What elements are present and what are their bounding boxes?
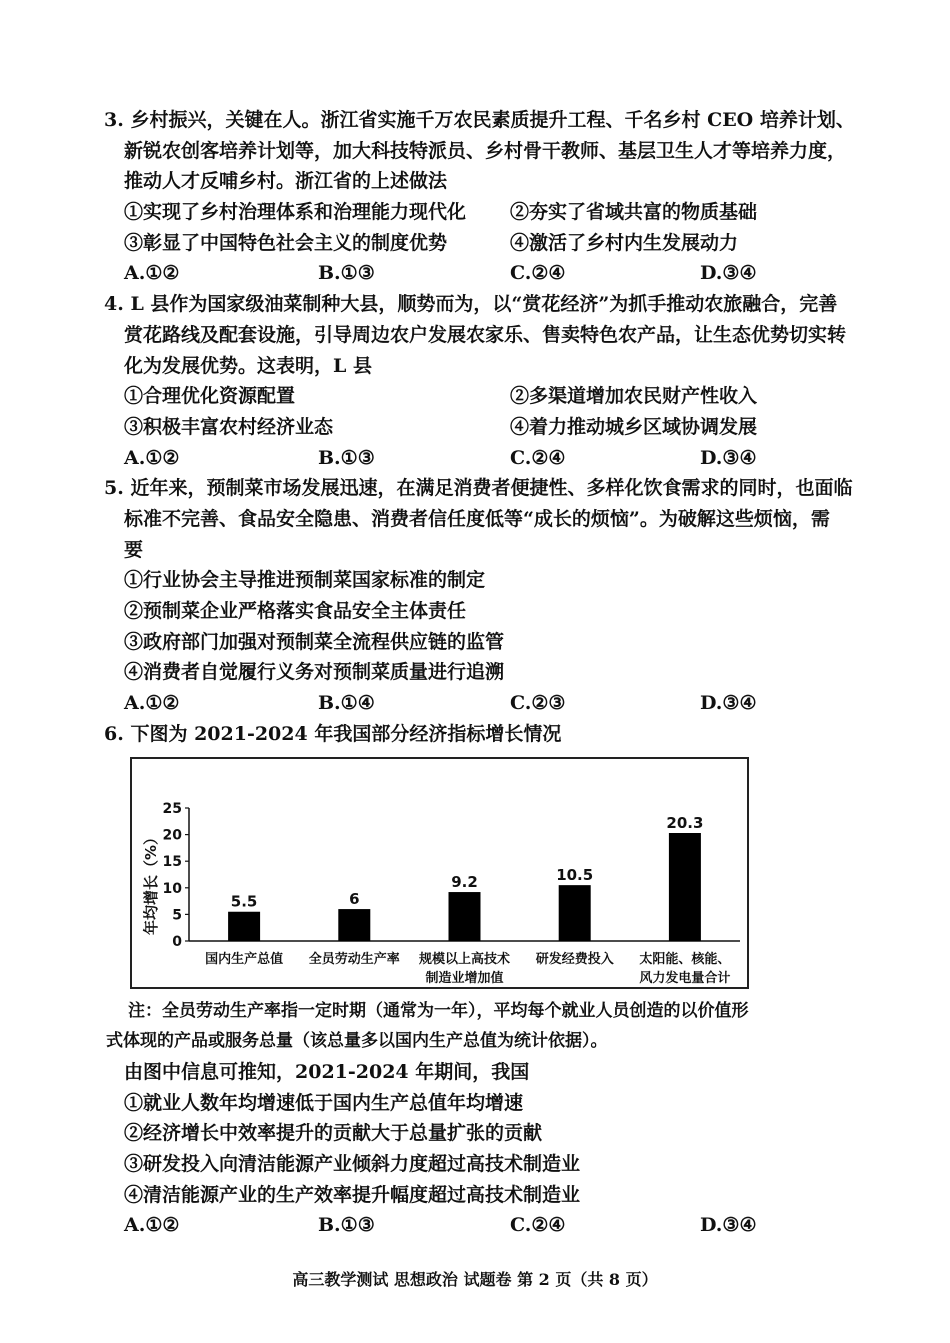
q5-stem-line-1: 5. 近年来，预制菜市场发展迅速，在满足消费者便捷性、多样化饮食需求的同时，也面临 <box>104 477 853 499</box>
bar-0 <box>228 912 260 941</box>
q6-note-line-2: 式体现的产品或服务总量（该总量多以国内生产总值为统计依据）。 <box>106 1031 608 1051</box>
x-category-label-2-1: 制造业增加值 <box>425 971 504 986</box>
q4-choice-d[interactable]: D.③④ <box>700 447 757 469</box>
x-category-label-2-0: 规模以上高技术 <box>418 952 511 967</box>
q6-choice-a[interactable]: A.①② <box>124 1214 180 1236</box>
y-tick-label-0: 0 <box>172 934 182 950</box>
q3-item-4: ④激活了乡村内生发展动力 <box>510 232 739 254</box>
bar-value-label-3: 10.5 <box>556 866 594 885</box>
y-axis-title: 年均增长（%） <box>142 829 160 936</box>
q6-choice-c[interactable]: C.②④ <box>510 1214 566 1236</box>
q5-choice-c[interactable]: C.②③ <box>510 692 566 714</box>
q4-stem-line-2: 赏花路线及配套设施，引导周边农户发展农家乐、售卖特色农产品，让生态优势切实转 <box>124 324 847 346</box>
x-category-label-3-0: 研发经费投入 <box>535 952 614 967</box>
q4-choice-a[interactable]: A.①② <box>124 447 180 469</box>
q3-stem-line-2: 新锐农创客培养计划等，加大科技特派员、乡村骨干教师、基层卫生人才等培养力度， <box>124 140 847 162</box>
x-category-label-0-0: 国内生产总值 <box>205 952 284 967</box>
q4-stem-line-1: 4. L 县作为国家级油菜制种大县，顺势而为，以“赏花经济”为抓手推动农旅融合，完善 <box>104 293 838 315</box>
x-category-label-1-0: 全员劳动生产率 <box>308 952 400 967</box>
y-tick-label-4: 20 <box>162 827 182 844</box>
q5-item-3: ③政府部门加强对预制菜全流程供应链的监管 <box>124 631 505 653</box>
bar-value-label-4: 20.3 <box>666 814 704 833</box>
x-category-label-4-0: 太阳能、核能、 <box>639 952 731 967</box>
q4-item-1: ①合理优化资源配置 <box>124 385 296 407</box>
q3-item-2: ②夯实了省域共富的物质基础 <box>510 201 758 223</box>
q6-item-3: ③研发投入向清洁能源产业倾斜力度超过高技术制造业 <box>124 1153 581 1175</box>
q6-item-1: ①就业人数年均增速低于国内生产总值年均增速 <box>124 1092 524 1114</box>
bar-3 <box>559 885 591 941</box>
bar-2 <box>449 892 481 941</box>
bar-1 <box>338 909 370 941</box>
q5-stem-line-3: 要 <box>124 539 144 561</box>
q4-item-2: ②多渠道增加农民财产性收入 <box>510 385 758 407</box>
q4-choice-c[interactable]: C.②④ <box>510 447 566 469</box>
q5-item-4: ④消费者自觉履行义务对预制菜质量进行追溯 <box>124 661 505 683</box>
q4-stem-line-3: 化为发展优势。这表明，L 县 <box>124 355 372 377</box>
q6-stem: 6. 下图为 2021-2024 年我国部分经济指标增长情况 <box>104 723 562 745</box>
growth-chart-frame <box>130 757 749 989</box>
bar-4 <box>669 833 701 941</box>
q4-item-3: ③积极丰富农村经济业态 <box>124 416 334 438</box>
q6-item-4: ④清洁能源产业的生产效率提升幅度超过高技术制造业 <box>124 1184 581 1206</box>
bar-value-label-2: 9.2 <box>451 873 478 892</box>
x-category-label-4-1: 风力发电量合计 <box>639 971 731 986</box>
q3-item-3: ③彰显了中国特色社会主义的制度优势 <box>124 232 448 254</box>
q4-choice-b[interactable]: B.①③ <box>318 447 375 469</box>
q5-item-2: ②预制菜企业严格落实食品安全主体责任 <box>124 600 467 622</box>
q6-choice-d[interactable]: D.③④ <box>700 1214 757 1236</box>
y-tick-label-5: 25 <box>162 801 182 817</box>
q5-choice-b[interactable]: B.①④ <box>318 692 375 714</box>
q3-stem-line-1: 3. 乡村振兴，关键在人。浙江省实施千万农民素质提升工程、千名乡村 CEO 培养计划、 <box>104 109 855 131</box>
q3-choice-d[interactable]: D.③④ <box>700 262 757 284</box>
y-tick-label-2: 10 <box>162 880 182 897</box>
q6-note-line-1: 注：全员劳动生产率指一定时期（通常为一年），平均每个就业人员创造的以价值形 <box>128 1001 749 1021</box>
q5-stem-line-2: 标准不完善、食品安全隐患、消费者信任度低等“成长的烦恼”。为破解这些烦恼，需 <box>124 508 830 530</box>
q3-item-1: ①实现了乡村治理体系和治理能力现代化 <box>124 201 467 223</box>
page-footer: 高三教学测试 思想政治 试题卷 第 2 页（共 8 页） <box>292 1270 658 1289</box>
q3-choice-b[interactable]: B.①③ <box>318 262 375 284</box>
y-tick-label-1: 5 <box>172 907 182 924</box>
bar-value-label-1: 6 <box>349 890 360 909</box>
y-tick-label-3: 15 <box>162 854 182 871</box>
q4-item-4: ④着力推动城乡区域协调发展 <box>510 416 758 438</box>
q3-choice-c[interactable]: C.②④ <box>510 262 566 284</box>
q5-choice-d[interactable]: D.③④ <box>700 692 757 714</box>
q5-item-1: ①行业协会主导推进预制菜国家标准的制定 <box>124 569 486 591</box>
q5-choice-a[interactable]: A.①② <box>124 692 180 714</box>
q3-choice-a[interactable]: A.①② <box>124 262 180 284</box>
q6-item-2: ②经济增长中效率提升的贡献大于总量扩张的贡献 <box>124 1122 543 1144</box>
bar-value-label-0: 5.5 <box>230 892 258 911</box>
q6-lead: 由图中信息可推知，2021-2024 年期间，我国 <box>124 1061 530 1083</box>
q6-choice-b[interactable]: B.①③ <box>318 1214 375 1236</box>
growth-bar-chart <box>132 759 747 987</box>
q3-stem-line-3: 推动人才反哺乡村。浙江省的上述做法 <box>124 170 448 192</box>
